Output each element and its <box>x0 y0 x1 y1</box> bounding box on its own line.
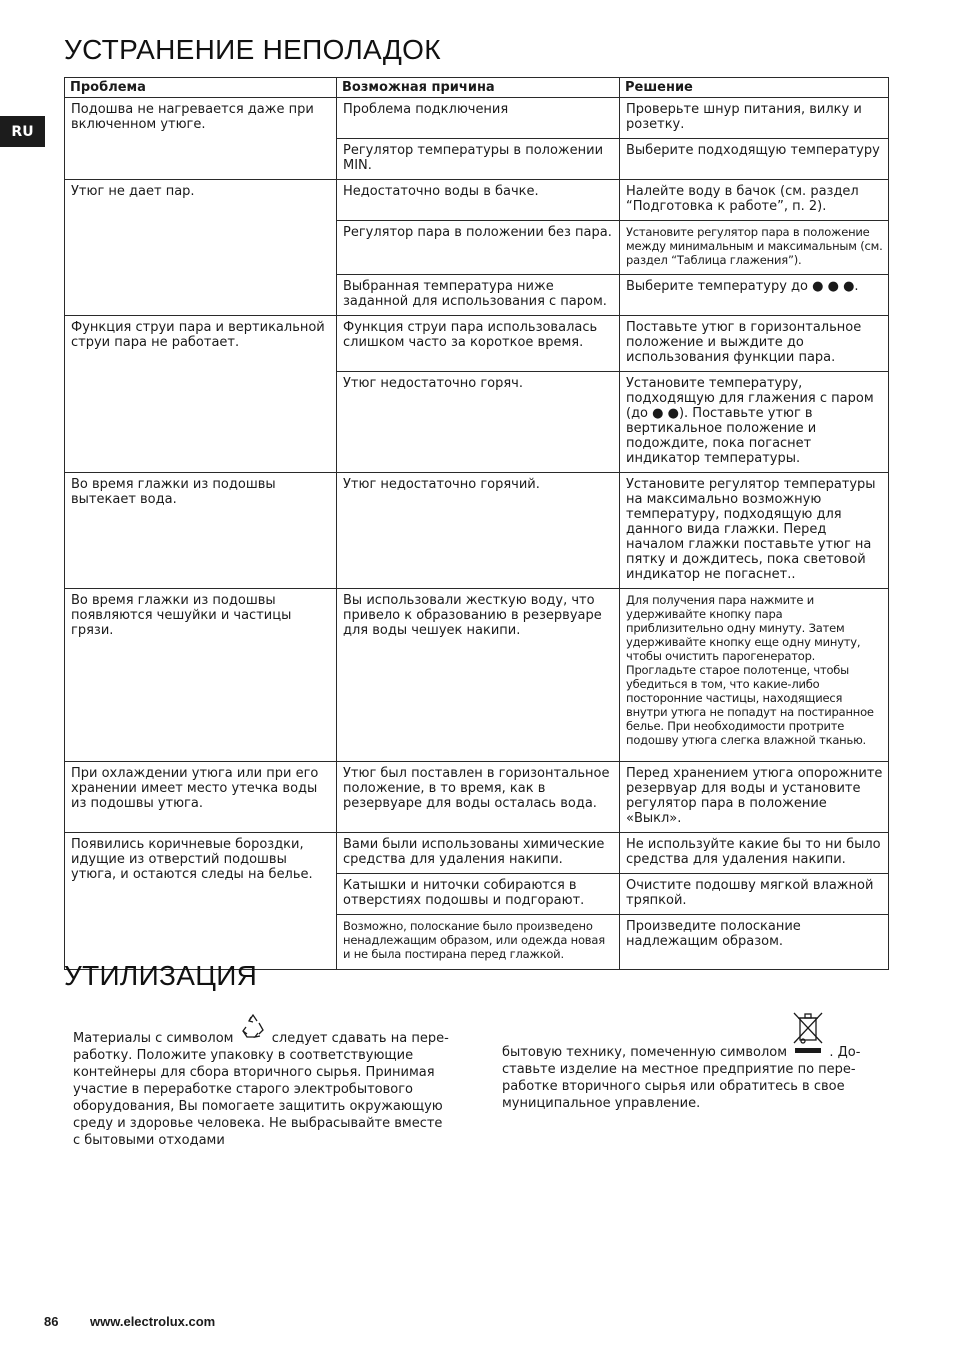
solution-cell: Для получения пара нажмите и удерживайте кнопку пара приблизительно одну минуту. Затем удерживайте кнопку еще одну минуту, чтобы очистить парогенератор. Прогладьте старое полотенце, чтобы убедиться в том, что какие-либо посторонние частицы, находящиеся внутри утюга не попадут на постиранное белье. При необходимости протрите подошву утюга слегка влажной тканью. <box>620 589 889 762</box>
cause-cell: Недостаточно воды в бачке. <box>337 180 620 221</box>
cause-cell: Проблема подключения <box>337 98 620 139</box>
problem-cell: Появились коричневые бороздки, идущие из отверстий подошвы утюга, и остаются следы на белье. <box>65 833 337 970</box>
crossed-bin-icon <box>791 1010 825 1059</box>
cause-cell: Утюг был поставлен в горизонтальное положение, в то время, как в резервуаре для воды осталась вода. <box>337 762 620 833</box>
cause-cell: Выбранная температура ниже заданной для использования с паром. <box>337 275 620 316</box>
table-row <box>65 589 889 762</box>
problem-cell: Утюг не дает пар. <box>65 180 337 316</box>
cause-cell: Утюг недостаточно горяч. <box>337 372 620 473</box>
page-number: 86 <box>44 1314 59 1329</box>
table-row <box>65 762 889 833</box>
solution-cell: Не используйте какие бы то ни было средства для удаления накипи. <box>620 833 889 874</box>
cause-cell: Возможно, полоскание было произведено ненадлежащим образом, или одежда новая и не была постирана перед глажкой. <box>337 915 620 970</box>
problem-cell: Во время глажки из подошвы вытекает вода. <box>65 473 337 589</box>
table-row <box>65 98 889 139</box>
disposal-text: следует сдавать на пере-работку. Положите упаковку в соответствующие контейнеры для сбора вторичного сырья. Принимая участие в переработке старого электробытового оборудования, Вы помогаете защитить окружающую среду и здоровье человека. Не выбрасывайте вместе с бытовыми отходами <box>73 1031 449 1148</box>
cause-cell: Вами были использованы химические средства для удаления накипи. <box>337 833 620 874</box>
problem-cell: При охлаждении утюга или при его хранении имеет место утечка воды из подошвы утюга. <box>65 762 337 833</box>
solution-cell: Перед хранением утюга опорожните резервуар для воды и установите регулятор пара в положение «Выкл». <box>620 762 889 833</box>
cause-cell: Катышки и ниточки собираются в отверстиях подошвы и подгорают. <box>337 874 620 915</box>
cause-cell: Регулятор пара в положении без пара. <box>337 221 620 275</box>
solution-cell: Проверьте шнур питания, вилку и розетку. <box>620 98 889 139</box>
section-title-troubleshooting: УСТРАНЕНИЕ НЕПОЛАДОК <box>64 34 441 65</box>
solution-cell: Налейте воду в бачок (см. раздел “Подготовка к работе”, п. 2). <box>620 180 889 221</box>
cause-cell: Утюг недостаточно горячий. <box>337 473 620 589</box>
problem-cell: Во время глажки из подошвы появляются чешуйки и частицы грязи. <box>65 589 337 762</box>
disposal-text-column-2 <box>502 1012 882 1112</box>
language-tab: RU <box>0 116 45 147</box>
header-problem: Проблема <box>65 78 337 98</box>
cause-cell: Функция струи пара использовалась слишком часто за короткое время. <box>337 316 620 372</box>
solution-cell: Выберите подходящую температуру <box>620 139 889 180</box>
troubleshooting-table <box>64 77 889 970</box>
solution-cell: Поставьте утюг в горизонтальное положение и выждите до использования функции пара. <box>620 316 889 372</box>
cause-cell: Регулятор температуры в положении MIN. <box>337 139 620 180</box>
header-cause: Возможная причина <box>337 78 620 98</box>
solution-cell: Выберите температуру до ● ● ●. <box>620 275 889 316</box>
footer-url: www.electrolux.com <box>90 1314 216 1329</box>
solution-cell: Установите регулятор пара в положение между минимальным и максимальным (см. раздел “Таблица глажения”). <box>620 221 889 275</box>
solution-cell: Очистите подошву мягкой влажной тряпкой. <box>620 874 889 915</box>
table-row <box>65 316 889 372</box>
disposal-text-column-1 <box>73 1012 453 1149</box>
table-row <box>65 473 889 589</box>
table-row <box>65 833 889 874</box>
solution-cell: Произведите полоскание надлежащим образом. <box>620 915 889 970</box>
table-row <box>65 180 889 221</box>
disposal-text: Материалы с символом <box>73 1031 234 1046</box>
header-solution: Решение <box>620 78 889 98</box>
disposal-text: . До-ставьте изделие на местное предприятие по пере-работке вторичного сырья или обратитесь в свое муниципальное управление. <box>502 1045 861 1111</box>
problem-cell: Подошва не нагревается даже при включенном утюге. <box>65 98 337 180</box>
table-header-row <box>65 78 889 98</box>
solution-cell: Установите температуру, подходящую для глажения с паром (до ● ●). Поставьте утюг в вертикальное положение и подождите, пока погаснет индикатор температуры. <box>620 372 889 473</box>
problem-cell: Функция струи пара и вертикальной струи пара не работает. <box>65 316 337 473</box>
recycle-icon <box>238 1012 268 1047</box>
disposal-text: бытовую технику, помеченную символом <box>502 1045 788 1060</box>
section-title-disposal: УТИЛИЗАЦИЯ <box>64 960 258 991</box>
solution-cell: Установите регулятор температуры на максимально возможную температуру, подходящую для данного вида глажки. Перед началом глажки поставьте утюг на пятку и дождитесь, пока световой индикатор не погаснет.. <box>620 473 889 589</box>
cause-cell: Вы использовали жесткую воду, что привело к образованию в резервуаре для воды чешуек накипи. <box>337 589 620 762</box>
